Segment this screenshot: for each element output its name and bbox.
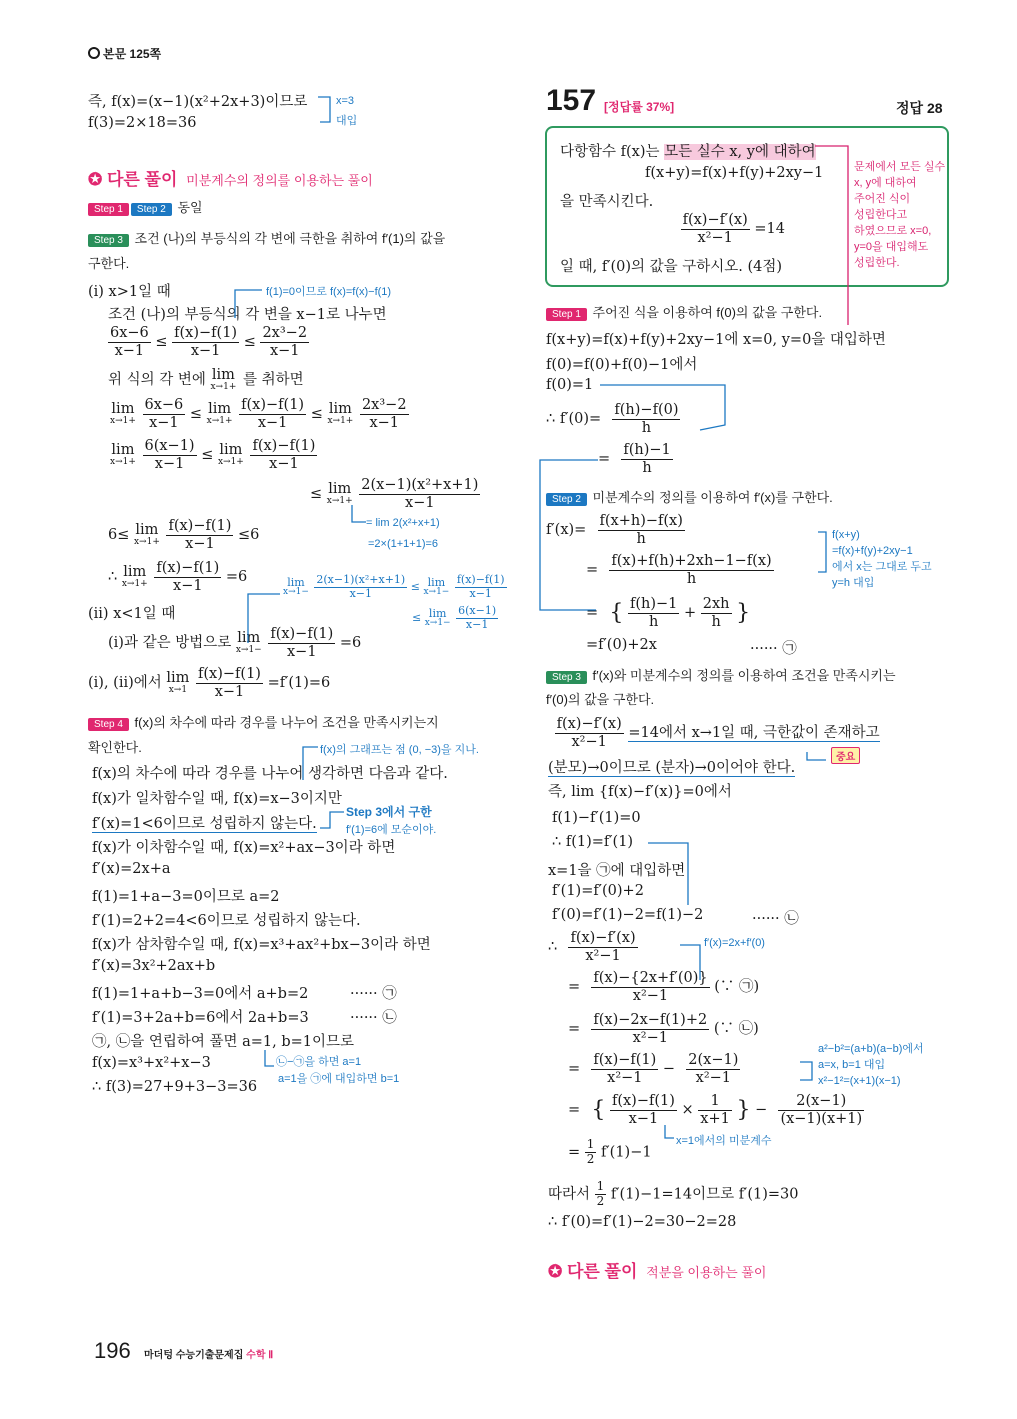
important-arrow [807,752,826,760]
note-lim2: =2×(1+1+1)=6 [368,538,439,550]
answer: 정답 28 [896,100,943,116]
r-s3-lim4: = $\frac{f(x)-f(1)}{\text{x²−1}}$ − $\frac{2(x-1)}{\text{x²−1}}$ [568,1052,739,1086]
highlight-all-xy: 모든 실수 x, y에 대하여 [664,144,816,160]
important-badge: 중요 [831,747,860,764]
step3-heading-2: 구한다. [88,256,130,271]
r-line5: = $\frac{f(h)-1}{h}$ [598,442,671,476]
s4-line10: f(1)=1+a+b−3=0에서 a+b=2 [92,986,309,1002]
r-note-sq: a²−b²=(a+b)(a−b)에서 a=x, b=1 대입 x²−1²=(x+1)(x−1) [818,1043,924,1087]
top-bracket [318,97,330,122]
case1-line1: 조건 (나)의 부등식의 각 변을 x−1로 나누면 [108,307,387,323]
r-s3-line6: x=1을 ㉠에 대입하면 [548,863,686,879]
s4-note-arrow [320,812,344,828]
r-line4: ∴ f′(0)= $\frac{f(h)-f(0)}{h}$ [546,402,679,436]
problem-line2: 을 만족시킨다. [560,194,654,210]
s4-line8: f(x)가 삼차함수일 때, f(x)=x³+ax²+bx−3이라 하면 [92,937,431,953]
r-s3-line4: f(1)−f′(1)=0 [552,810,641,826]
r-sq-bracket [800,1062,812,1080]
r-fpx-2: = $\frac{f(x)+f(h)+2xh-1-f(x)}{h}$ [586,553,772,587]
step2-badge: Step 2 [131,203,172,216]
problem-line1: 다항함수 f(x)는 모든 실수 x, y에 대하여 [560,144,816,160]
case1-title: (ⅰ) x>1일 때 [88,284,171,300]
s4-note4: a=1을 ㉠에 대입하면 b=1 [278,1073,400,1085]
r-s3-line7: f′(1)=f′(0)+2 [552,883,644,899]
star-icon: ✪ [548,1262,563,1281]
s4-note3-arrow [265,1050,274,1066]
s4-line11-mark: ······ ㉡ [350,1010,397,1026]
s4-line1: f(x)의 차수에 따라 경우를 나누어 생각하면 다음과 같다. [92,766,448,782]
s4-line10-mark: ······ ㉠ [350,986,397,1002]
step3-heading: Step 3 조건 (나)의 부등식의 각 변에 극한을 취하여 f′(1)의 값을 [88,228,445,247]
left-top-line2: f(3)=2×18=36 [88,115,197,131]
top-note-x3: x=3 [336,95,355,107]
r-fpx-4: =f′(0)+2x [586,637,657,653]
problem-eq: f(x+y)=f(x)+f(y)+2xy−1 [645,165,824,181]
ineq5: 6≤ lim x→1+ $\frac{f(x)-f(1)}{x-1}$ ≤6 [108,518,260,552]
r-fpx-3: = { $\frac{f(h)-1}{h}$ + $\frac{2xh}{h}$ } [586,596,751,630]
step4-badge: Step 4 [88,718,129,731]
step4-heading-2: 확인한다. [88,740,142,755]
r-fpx-1: f′(x)= $\frac{f(x+h)-f(x)}{h}$ [546,513,683,547]
r-fpx-4-mark: ······ ㉠ [750,641,797,657]
problem-limit: $\frac{f(x)-f'(x)}{\text{x²−1}}$ =14 [682,212,785,246]
step12-line: Step 1 Step 2 동일 [88,197,203,216]
r-s3-lim6: = $\frac{1}{2}$ f′(1)−1 [568,1137,652,1166]
case2-title: (ⅱ) x<1일 때 [88,606,176,622]
s4-line5: f′(x)=2x+a [92,861,171,877]
problem-number: 157 [546,84,597,117]
correct-rate: [정답률 37%] [604,100,675,114]
case2-note-box: lim x→1− $\frac{\text{2(x−1)(x²+x+1)}}{x-1}$ ≤ lim x→1− $\frac{f(x)-f(1)}{x-1}$ [283,573,505,600]
alt-solution-title-right: ✪ 다른 풀이 적분을 이용하는 풀이 [548,1262,767,1281]
r-line1: f(x+y)=f(x)+f(y)+2xy−1에 x=0, y=0을 대입하면 [546,332,886,348]
r-note2-bracket [818,532,826,572]
r-s3-lim3: = $\frac{f(x)-2x-f(1)+2}{\text{x²−1}}$ (∵ ㉡) [568,1012,759,1046]
conclusion-line: (ⅰ), (ⅱ)에서 lim x→1 $\frac{f(x)-f(1)}{x-1}$ =f′(1)=6 [88,666,331,700]
r-s3-final1: 따라서 $\frac{1}{2}$ f′(1)−1=14이므로 f′(1)=30 [548,1179,799,1208]
r-s3-lim5: = { $\frac{f(x)-f(1)}{x-1}$ × $\frac{1}{x+1}$ } − $\frac{2(x-1)}{(x-1)(x+1)}$ [568,1093,863,1127]
r-step2-heading: Step 2 미분계수의 정의를 이용하여 f′(x)를 구한다. [546,487,833,506]
s4-line12: ㉠, ㉡을 연립하여 풀면 a=1, b=1이므로 [92,1034,355,1050]
side-note-pink: 문제에서 모든 실수 x, y에 대하여 주어진 식이 성립한다고 하였으므로 x=0, y=0을 대입해도 성립한다. [854,161,946,269]
case2-note-box2: ≤ lim x→1− $\frac{6(x-1)}{x-1}$ [412,604,497,631]
book-title: 마더텅 수능기출문제집 수학 Ⅱ [144,1350,274,1361]
s4-note3: ㉡−㉠을 하면 a=1 [276,1056,362,1068]
r-line2: f(0)=f(0)+f(0)−1에서 [546,357,698,373]
ineq2: lim x→1+ $\frac{6x-6}{x-1}$ ≤ lim x→1+ $\frac{f(x)-f(1)}{x-1}$ ≤ lim x→1+ $\frac{\text{2x³−2}}{x-1}$ [110,397,407,431]
s4-line4: f(x)가 이차함수일 때, f(x)=x²+ax−3이라 하면 [92,840,396,856]
r-note-fp: f′(x)=2x+f′(0) [704,937,765,949]
s4-note2: f′(1)=6에 모순이야. [346,824,437,836]
r-step1-badge: Step 1 [546,308,587,321]
r-step2-badge: Step 2 [546,493,587,506]
r-note2: f(x+y) =f(x)+f(y)+2xy−1 에서 x는 그대로 두고 y=h 대입 [832,529,932,589]
alt-solution-title-left: ✪ 다른 풀이 미분계수의 정의를 이용하는 풀이 [88,170,373,189]
r-line3: f(0)=1 [546,377,594,393]
r-step3-heading-2: f′(0)의 값을 구한다. [546,692,655,707]
r-s3-lim1: ∴ $\frac{f(x)-f'(x)}{\text{x²−1}}$ [548,930,636,964]
r-step3-badge: Step 3 [546,671,587,684]
r-step1-heading: Step 1 주어진 식을 이용하여 f(0)의 값을 구한다. [546,302,822,321]
s4-line7: f′(1)=2+2=4<6이므로 성립하지 않는다. [92,913,361,929]
case1-note: f(1)=0이므로 f(x)=f(x)−f(1) [266,286,392,298]
circle-icon [88,47,100,59]
top-note-sub: 대입 [336,115,358,127]
step4-heading: Step 4 f(x)의 차수에 따라 경우를 나누어 조건을 만족시키는지 [88,712,439,731]
r-s3-line1: $\frac{f(x)-f'(x)}{\text{x²−1}}$ =14에서 x→1일 때, 극한값이 존재하고 [556,716,880,750]
r-s3-line5: ∴ f(1)=f′(1) [552,834,634,850]
ineq6: ∴ lim x→1+ $\frac{f(x)-f(1)}{x-1}$ =6 [108,560,248,594]
note-lim: = lim 2(x²+x+1) [366,517,440,529]
ineq4: ≤ lim x→1+ $\frac{\text{2(x−1)(x²+x+1)}}{x-1}$ [310,477,479,511]
case1-line2: 위 식의 각 변에 lim x→1+ 를 취하면 [108,367,304,392]
s4-line13: f(x)=x³+x²+x−3 [92,1055,211,1071]
s4-line3: f′(x)=1<6이므로 성립하지 않는다. [92,816,317,832]
left-top-line1: 즉, f(x)=(x−1)(x²+2x+3)이므로 [88,94,308,110]
step3-badge: Step 3 [88,234,129,247]
graph-note: f(x)의 그래프는 점 (0, −3)을 지나. [320,744,479,756]
s4-line14: ∴ f(3)=27+9+3−3=36 [92,1079,258,1095]
page-number: 196 [94,1338,131,1363]
page-ref: 본문 125쪽 [88,45,161,62]
s4-line2: f(x)가 일차함수일 때, f(x)=x−3이지만 [92,791,342,807]
r-s3-final2: ∴ f′(0)=f′(1)−2=30−2=28 [548,1214,737,1230]
step1-badge: Step 1 [88,203,129,216]
s4-line11: f′(1)=3+2a+b=6에서 2a+b=3 [92,1010,309,1026]
s4-line6: f(1)=1+a−3=0이므로 a=2 [92,889,280,905]
r-s3-line8-mark: ······ ㉡ [752,911,799,927]
star-icon: ✪ [88,170,103,189]
r-s3-line8: f′(0)=f′(1)−2=f(1)−2 [552,907,704,923]
s4-line9: f′(x)=3x²+2ax+b [92,958,216,974]
s4-note1: Step 3에서 구한 [346,805,432,819]
r-s3-line3: 즉, lim {f(x)−f′(x)}=0에서 [548,784,732,800]
problem-line3: 일 때, f′(0)의 값을 구하시오. (4점) [560,259,783,275]
case2-line: (ⅰ)과 같은 방법으로 lim x→1− $\frac{f(x)-f(1)}{x-1}$ =6 [108,626,362,660]
r-note-diff: x=1에서의 미분계수 [676,1135,772,1147]
ineq1: $\frac{6x-6}{x-1}$ ≤ $\frac{f(x)-f(1)}{x-1}$ ≤ $\frac{\text{2x³−2}}{x-1}$ [110,325,308,359]
ineq3: lim x→1+ $\frac{6(x-1)}{x-1}$ ≤ lim x→1+ $\frac{f(x)-f(1)}{x-1}$ [110,438,316,472]
r-s3-line2: (분모)→0이므로 (분자)→0이어야 한다. [548,760,796,776]
r-s3-lim2: = $\frac{f(x)-\{2x+f'(0)\}}{\text{x²−1}}$ (∵ ㉠) [568,970,760,1004]
r-step3-heading: Step 3 f′(x)와 미분계수의 정의를 이용하여 조건을 만족시키는 [546,665,896,684]
